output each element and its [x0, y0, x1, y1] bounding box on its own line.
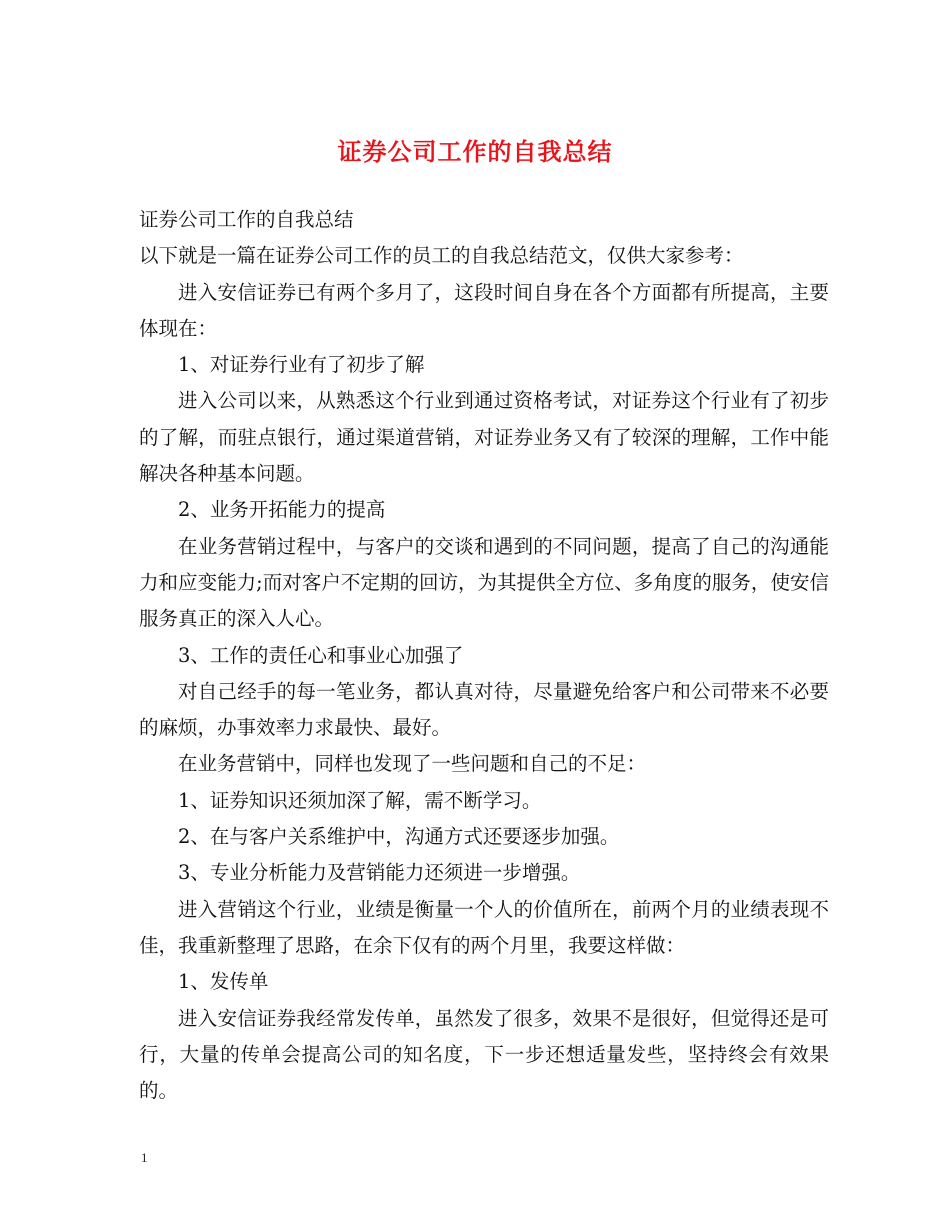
section-heading: 1、发传单 — [178, 970, 269, 994]
paragraph: 在业务营销过程中，与客户的交谈和遇到的不同问题，提高了自己的沟通能力和应变能力;而对客户不定期的回访，为其提供全方位、多角度的服务，使安信服务真正的深入人心。 — [139, 534, 829, 631]
document-body — [139, 202, 829, 1109]
paragraph: 进入安信证券我经常发传单，虽然发了很多，效果不是很好，但觉得还是可行，大量的传单会提高公司的知名度，下一步还想适量发些，坚持终会有效果的。 — [139, 1006, 829, 1103]
paragraph: 进入安信证券已有两个多月了，这段时间自身在各个方面都有所提高，主要体现在： — [139, 280, 829, 340]
section-heading: 2、业务开拓能力的提高 — [178, 498, 386, 522]
page-number: 1 — [141, 1150, 148, 1165]
paragraph: 在业务营销中，同样也发现了一些问题和自己的不足： — [178, 752, 647, 776]
paragraph: 进入公司以来，从熟悉这个行业到通过资格考试，对证券这个行业有了初步的了解，而驻点银行，通过渠道营销，对证券业务又有了较深的理解，工作中能解决各种基本问题。 — [139, 389, 829, 486]
section-heading: 3、工作的责任心和事业心加强了 — [178, 643, 464, 667]
paragraph: 以下就是一篇在证券公司工作的员工的自我总结范文，仅供大家参考： — [139, 244, 744, 268]
list-item: 1、证券知识还须加深了解，需不断学习。 — [178, 788, 542, 812]
paragraph: 对自己经手的每一笔业务，都认真对待，尽量避免给客户和公司带来不必要的麻烦，办事效率力求最快、最好。 — [139, 679, 829, 740]
paragraph: 证券公司工作的自我总结 — [139, 208, 354, 231]
list-item: 3、专业分析能力及营销能力还须进一步增强。 — [178, 861, 581, 885]
document-title: 证券公司工作的自我总结 — [337, 137, 613, 166]
list-item: 2、在与客户关系维护中，沟通方式还要逐步加强。 — [178, 825, 620, 849]
section-heading: 1、对证券行业有了初步了解 — [178, 353, 425, 377]
paragraph: 进入营销这个行业，业绩是衡量一个人的价值所在，前两个月的业绩表现不佳，我重新整理了思路，在余下仅有的两个月里，我要这样做： — [139, 897, 829, 957]
